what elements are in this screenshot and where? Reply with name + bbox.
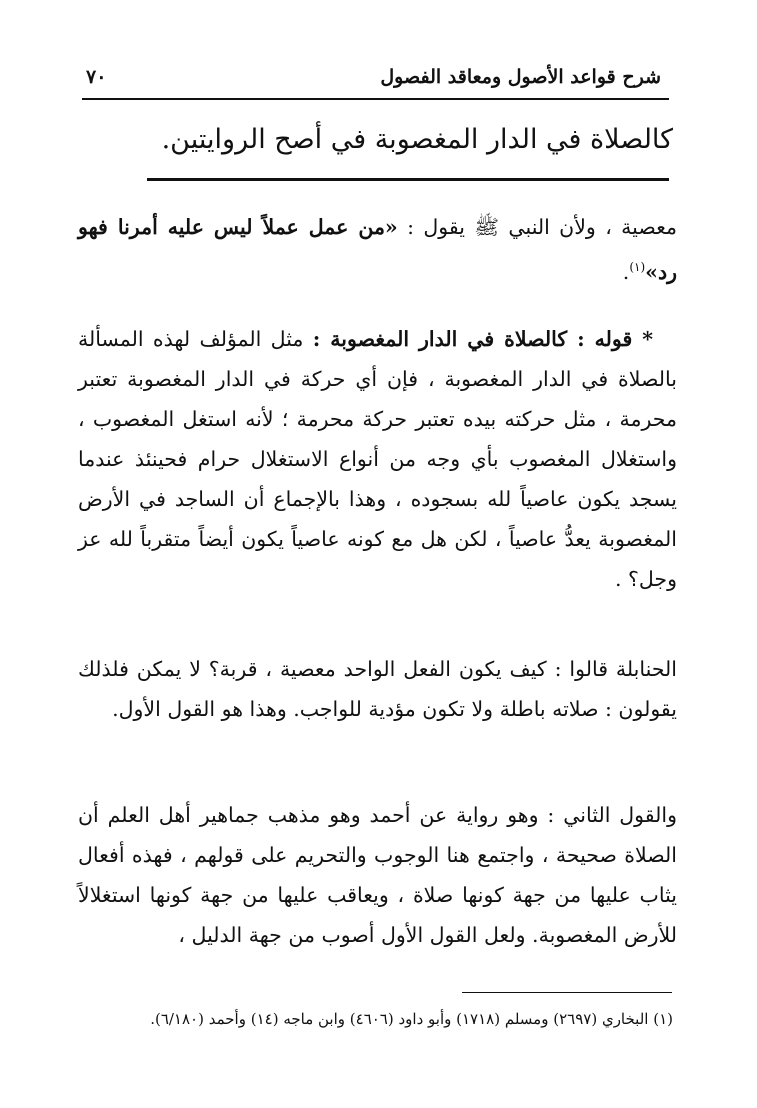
p2-body: مثل المؤلف لهذه المسألة بالصلاة في الدار المغصوبة ، فإن أي حركة في الدار المغصوبة تعتبر محرمة ، مثل حركته بيده تعتبر حركة محرمة ؛ لأنه استغل المغصوب ، واستغلال المغصوب بأي وجه من أنواع الاستغلال حرام فحينئذ عندما يسجد يكون عاصياً لله بسجوده ، وهذا بالإجماع أن الساجد في الأرض المغصوبة يعدُّ عاصياً ، لكن هل مع كونه عاصياً يكون أيضاً متقرباً لله عز وجل؟ . [78,327,677,591]
p1-end: . [622,259,630,284]
footnote: (١) البخاري (٢٦٩٧) ومسلم (١٧١٨) وأبو داود (٤٦٠٦) وابن ماجه (١٤) وأحمد (٦/١٨٠). [150,1010,673,1028]
paragraph-2 [78,319,677,599]
commentary-lead: * قوله : كالصلاة في الدار المغصوبة : [312,327,653,351]
matn-text: كالصلاة في الدار المغصوبة في أصح الروايتين. [161,124,673,155]
hadith-quote: «من عمل عملاً ليس عليه أمرنا فهو رد» [78,215,677,284]
matn-rule [147,178,669,181]
book-title: شرح قواعد الأصول ومعاقد الفصول [380,66,661,88]
p1-prefix: معصية ، ولأن النبي ﷺ يقول : [397,215,677,239]
paragraph-4: والقول الثاني : وهو رواية عن أحمد وهو مذهب جماهير أهل العلم أن الصلاة صحيحة ، واجتمع هنا الوجوب والتحريم على قولهم ، فهذه أفعال يثاب عليها من جهة كونها صلاة ، ويعاقب عليها من جهة كونها استغلالاً للأرض المغصوبة. ولعل القول الأول أصوب من جهة الدليل ، [78,803,677,947]
page-number: ٧٠ [86,66,107,88]
footnote-ref[interactable]: (١) [629,260,646,274]
footnote-rule [462,992,672,993]
paragraph-1 [78,207,677,292]
paragraph-3: الحنابلة قالوا : كيف يكون الفعل الواحد معصية ، قربة؟ لا يمكن فلذلك يقولون : صلاته باطلة ولا تكون مؤدية للواجب. وهذا هو القول الأول. [78,657,677,721]
header-rule [82,98,669,100]
running-header [82,62,669,96]
